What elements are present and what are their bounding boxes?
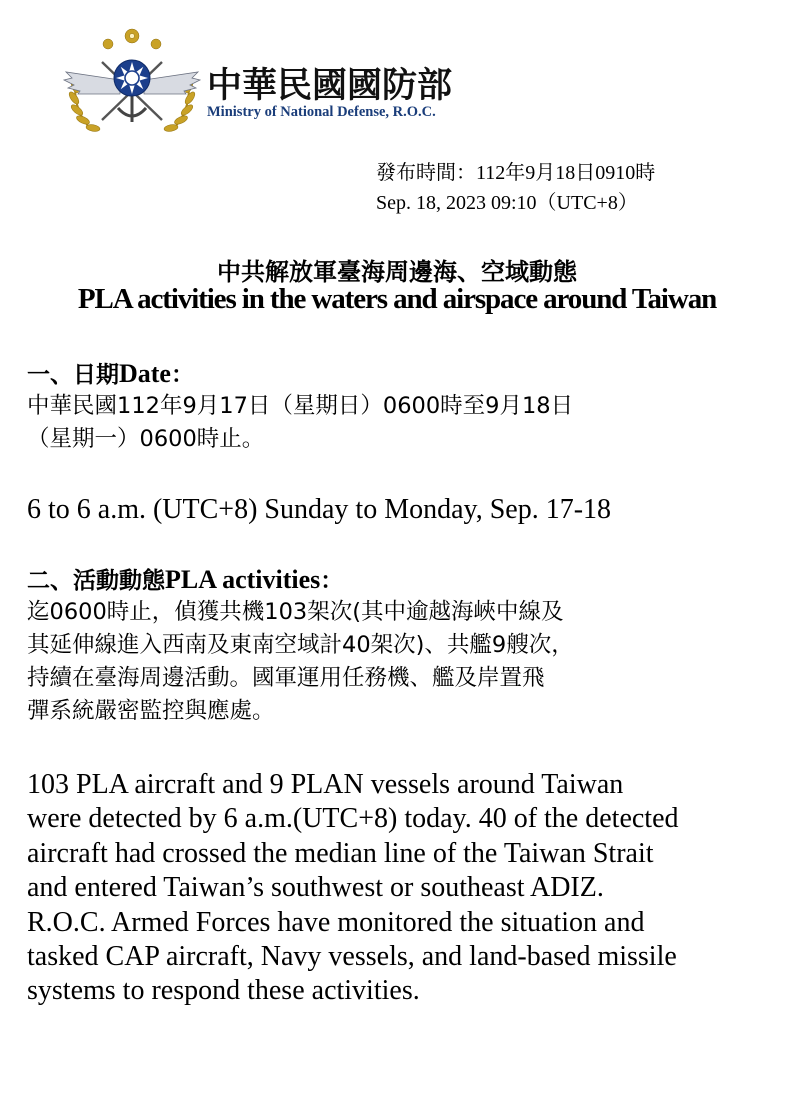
sun-emblem-icon bbox=[114, 60, 150, 96]
text-line: tasked CAP aircraft, Navy vessels, and land-based missile bbox=[27, 941, 677, 973]
section-date-heading-zh: 一、日期 bbox=[27, 362, 119, 388]
text-line: 其延伸線進入西南及東南空域計40架次)、共艦9艘次， bbox=[27, 632, 574, 658]
text-line: aircraft had crossed the median line of the Taiwan Strait bbox=[27, 837, 654, 869]
org-name-zh: 中華民國國防部 bbox=[207, 66, 453, 106]
section-activities-heading-en: PLA activities bbox=[165, 565, 321, 594]
section-activities-heading bbox=[27, 562, 343, 595]
text-line: systems to respond these activities. bbox=[27, 975, 420, 1007]
publish-time-en: Sep. 18, 2023 09:10（UTC+8） bbox=[376, 192, 638, 214]
section-date-heading-colon: ： bbox=[170, 362, 194, 388]
section-activities-text-zh bbox=[27, 596, 787, 728]
section-date-heading-en: Date bbox=[119, 359, 171, 388]
text-line: 彈系統嚴密監控與應處。 bbox=[27, 698, 275, 724]
section-date-text-zh bbox=[27, 390, 787, 456]
text-line: were detected by 6 a.m.(UTC+8) today. 40 of the detected bbox=[27, 803, 679, 835]
text-line: 迄0600時止，偵獲共機103架次(其中逾越海峽中線及 bbox=[27, 599, 564, 625]
text-line: and entered Taiwan’s southwest or southeast ADIZ. bbox=[27, 872, 604, 904]
text-line: 持續在臺海周邊活動。國軍運用任務機、艦及岸置飛 bbox=[27, 665, 545, 691]
section-activities-heading-zh: 二、活動動態 bbox=[27, 568, 165, 594]
text-line: 103 PLA aircraft and 9 PLAN vessels around Taiwan bbox=[27, 769, 624, 800]
section-activities-heading-colon: ： bbox=[320, 568, 344, 594]
org-name-en: Ministry of National Defense, R.O.C. bbox=[207, 104, 436, 120]
page-title-en: PLA activities in the waters and airspace around Taiwan bbox=[77, 283, 717, 315]
text-line: 中華民國112年9月17日（星期日）0600時至9月18日 bbox=[27, 393, 574, 419]
page-title-zh: 中共解放軍臺海周邊海、空域動態 bbox=[217, 258, 577, 286]
publish-time bbox=[376, 158, 655, 218]
mnd-emblem-logo bbox=[58, 28, 206, 138]
section-activities-text-en bbox=[27, 768, 679, 1009]
text-line: R.O.C. Armed Forces have monitored the situation and bbox=[27, 906, 645, 938]
section-date-heading bbox=[27, 356, 194, 389]
text-line: （星期一）0600時止。 bbox=[27, 426, 265, 452]
plum-blossom-icon bbox=[103, 29, 161, 49]
section-date-text-en: 6 to 6 a.m. (UTC+8) Sunday to Monday, Sep. 17-18 bbox=[27, 494, 612, 525]
publish-time-zh: 發布時間：112年9月18日0910時 bbox=[376, 162, 656, 184]
